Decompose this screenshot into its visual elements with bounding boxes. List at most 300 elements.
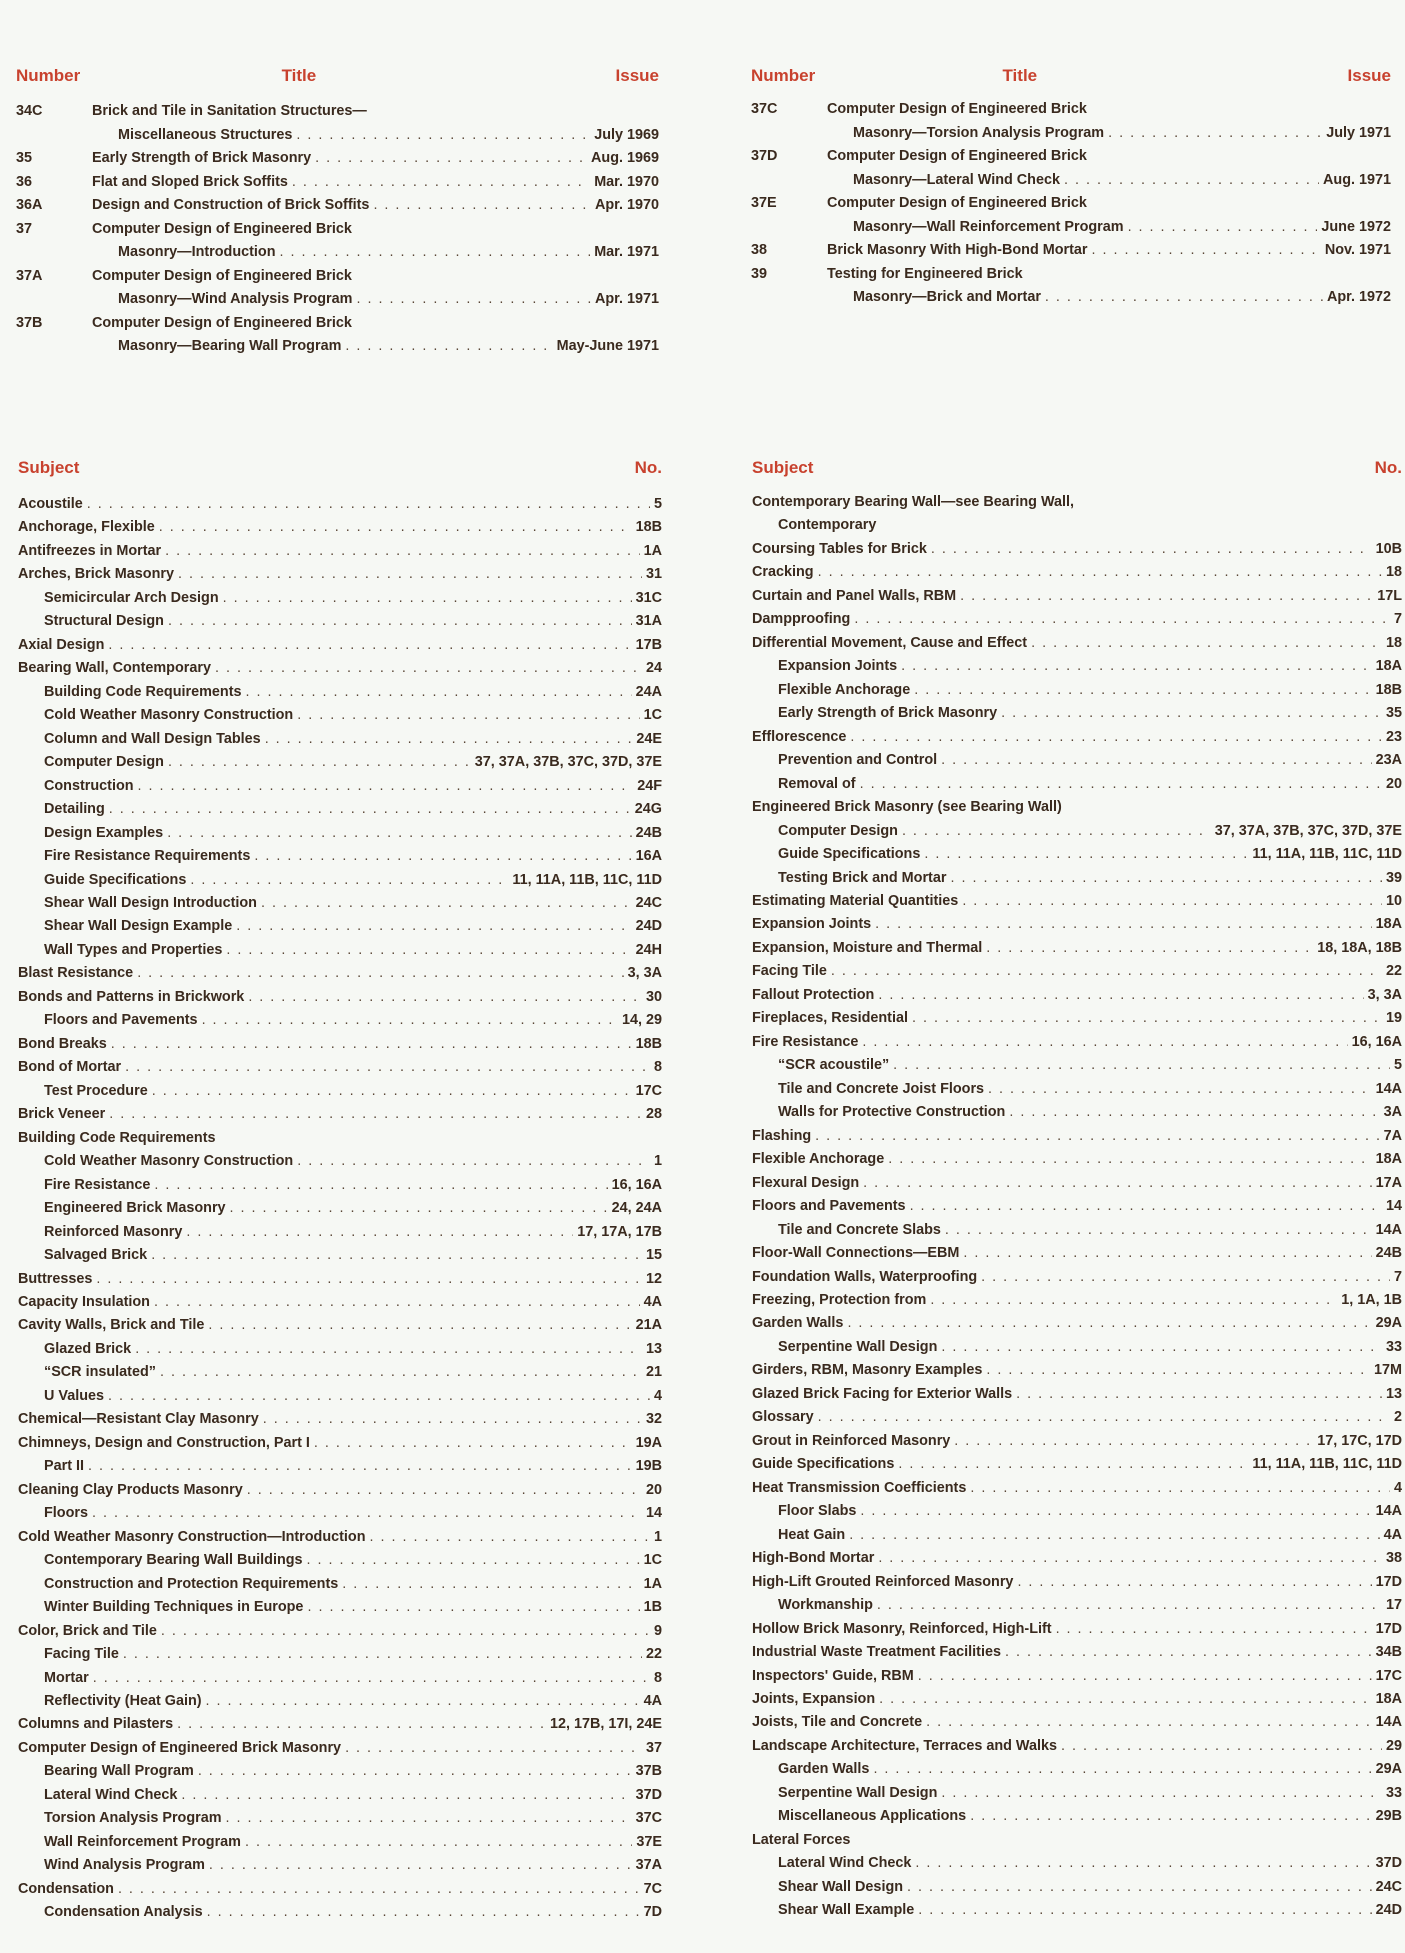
index-number: 4A	[643, 1293, 662, 1310]
index-number: 8	[653, 1059, 662, 1076]
index-entry	[18, 801, 662, 823]
dot-leader	[962, 893, 1382, 909]
index-entry	[752, 1386, 1402, 1408]
dot-leader	[168, 613, 632, 629]
dot-leader	[879, 1691, 1371, 1707]
index-number: 11, 11A, 11B, 11C, 11D	[512, 871, 662, 888]
index-subject: Shear Wall Example	[778, 1902, 915, 1919]
dot-leader	[342, 1576, 639, 1592]
index-entry	[752, 1151, 1402, 1173]
dot-leader	[860, 776, 1382, 792]
index-subject: Bond Breaks	[18, 1035, 107, 1052]
dot-leader	[849, 1527, 1379, 1543]
publication-title: Design and Construction of Brick Soffits	[92, 197, 370, 213]
index-subject: U Values	[44, 1387, 104, 1404]
dot-leader	[206, 1693, 640, 1709]
index-subject: Cleaning Clay Products Masonry	[18, 1481, 243, 1498]
index-entry	[752, 541, 1402, 563]
dot-leader	[209, 1857, 632, 1873]
index-subject: Fireplaces, Residential	[752, 1010, 908, 1027]
publication-number: 35	[16, 150, 33, 166]
index-number: 29A	[1375, 1761, 1402, 1778]
dot-leader	[315, 150, 587, 166]
publication-issue: Nov. 1971	[1324, 242, 1391, 258]
index-entry	[752, 1527, 1402, 1549]
index-number: 1	[653, 1153, 662, 1170]
index-number: 1, 1A, 1B	[1341, 1291, 1402, 1308]
index-entry	[752, 1245, 1402, 1267]
index-entry	[18, 754, 662, 776]
index-subject: Floor Slabs	[778, 1503, 857, 1520]
index-entry	[18, 1130, 662, 1152]
index-entry	[18, 1153, 662, 1175]
index-entry	[18, 543, 662, 565]
publication-row	[751, 125, 1391, 147]
index-number: 31A	[635, 613, 662, 630]
index-entry	[18, 590, 662, 612]
dot-leader	[1064, 172, 1319, 188]
dot-leader	[986, 940, 1313, 956]
index-entry	[18, 1834, 662, 1856]
index-subject: Part II	[44, 1458, 84, 1475]
index-number: 16A	[635, 848, 662, 865]
index-entry	[752, 729, 1402, 751]
index-subject: Cold Weather Masonry Construction—Introduction	[18, 1528, 366, 1545]
index-number: 24G	[634, 801, 662, 818]
index-subject: Blast Resistance	[18, 965, 134, 982]
publication-number: 36	[16, 173, 33, 190]
publication-header	[16, 66, 659, 92]
number-header: Number	[16, 66, 81, 85]
index-entry	[18, 1341, 662, 1363]
index-number: 38	[1385, 1550, 1402, 1567]
publication-title: Masonry—Bearing Wall Program	[118, 338, 342, 354]
dot-leader	[280, 244, 591, 260]
index-subject: Flexible Anchorage	[752, 1151, 885, 1168]
index-entry	[18, 1388, 662, 1410]
index-number: 17A	[1375, 1174, 1402, 1191]
publication-issue: Aug. 1971	[1323, 171, 1391, 188]
dot-leader	[111, 1036, 632, 1052]
dot-leader	[198, 1763, 632, 1779]
index-subject: Color, Brick and Tile	[18, 1622, 157, 1639]
index-subject: Bearing Wall, Contemporary	[18, 660, 211, 677]
subject-index-right	[752, 458, 1402, 1938]
dot-leader	[926, 1714, 1372, 1730]
dot-leader	[226, 942, 631, 958]
index-entry	[18, 1083, 662, 1105]
index-number: 17M	[1374, 1362, 1402, 1379]
index-subject: Lateral Forces	[752, 1831, 851, 1848]
dot-leader	[970, 1808, 1371, 1824]
index-subject: Industrial Waste Treatment Facilities	[752, 1644, 1001, 1661]
dot-leader	[246, 684, 632, 700]
dot-leader	[296, 127, 590, 143]
index-entry	[18, 1623, 662, 1645]
publication-number: 37D	[751, 148, 778, 164]
index-number: 19A	[635, 1434, 662, 1451]
no-header-label: No.	[1374, 458, 1402, 477]
index-entry	[18, 1529, 662, 1551]
index-subject: Walls for Protective Construction	[778, 1104, 1006, 1121]
index-entry	[752, 705, 1402, 727]
index-number: 24F	[637, 777, 662, 794]
index-subject: Chimneys, Design and Construction, Part I	[18, 1434, 310, 1451]
index-subject: Expansion, Moisture and Thermal	[752, 939, 983, 956]
index-number: 17C	[1375, 1667, 1402, 1684]
dot-leader	[924, 846, 1248, 862]
index-number: 18A	[1375, 1151, 1402, 1168]
index-subject: Mortar	[44, 1669, 89, 1686]
index-subject: Testing Brick and Mortar	[778, 869, 947, 886]
index-number: 28	[645, 1106, 662, 1123]
dot-leader	[1092, 242, 1321, 258]
publication-title: Miscellaneous Structures	[118, 126, 293, 143]
index-entry	[18, 1482, 662, 1504]
dot-leader	[875, 916, 1371, 932]
index-number: 19B	[635, 1458, 662, 1475]
index-subject: Detailing	[44, 801, 105, 818]
index-entry	[18, 1787, 662, 1809]
dot-leader	[314, 1435, 632, 1451]
publication-title: Computer Design of Engineered Brick	[92, 220, 352, 237]
index-number: 31C	[635, 589, 662, 606]
dot-leader	[901, 658, 1371, 674]
index-subject: Lateral Wind Check	[778, 1855, 912, 1872]
publication-title: Masonry—Wind Analysis Program	[118, 291, 353, 307]
index-subject: Column and Wall Design Tables	[44, 730, 261, 747]
index-number: 4	[1393, 1479, 1402, 1496]
index-number: 5	[1393, 1057, 1402, 1074]
index-subject: Brick Veneer	[18, 1106, 106, 1123]
index-number: 8	[653, 1669, 662, 1686]
dot-leader	[208, 1317, 631, 1333]
index-number: 23A	[1375, 752, 1402, 769]
index-subject: Wall Types and Properties	[44, 941, 223, 958]
index-number: 7	[1393, 611, 1402, 628]
index-number: 29A	[1375, 1315, 1402, 1332]
index-entry	[18, 1247, 662, 1269]
index-entry	[752, 1081, 1402, 1103]
index-subject: Fallout Protection	[752, 986, 875, 1003]
index-number: 24B	[1375, 1245, 1402, 1262]
index-entry	[752, 1832, 1402, 1854]
index-subject: “SCR acoustile”	[778, 1057, 890, 1074]
index-entry	[18, 965, 662, 987]
index-entry	[18, 1716, 662, 1738]
index-number: 14A	[1375, 1503, 1402, 1520]
index-entry	[18, 989, 662, 1011]
publication-title: Computer Design of Engineered Brick	[92, 267, 352, 284]
index-number: 1C	[643, 707, 662, 724]
index-entry	[18, 1411, 662, 1433]
index-entry	[18, 1646, 662, 1668]
index-subject: Design Examples	[44, 824, 164, 841]
dot-leader	[263, 1411, 642, 1427]
index-number: 3A	[1383, 1104, 1402, 1121]
index-number: 17, 17C, 17D	[1317, 1432, 1402, 1449]
index-number: 37D	[1375, 1855, 1402, 1872]
index-entry	[752, 1738, 1402, 1760]
index-subject: Chemical—Resistant Clay Masonry	[18, 1411, 259, 1428]
dot-leader	[292, 174, 590, 190]
dot-leader	[138, 778, 634, 794]
dot-leader	[1108, 125, 1322, 141]
publication-title: Computer Design of Engineered Brick	[827, 101, 1087, 117]
index-subject: Cold Weather Masonry Construction	[44, 1153, 294, 1170]
index-entry	[752, 1644, 1402, 1666]
index-number: 29	[1385, 1737, 1402, 1754]
index-entry	[18, 637, 662, 659]
index-entry	[752, 1621, 1402, 1643]
index-subject: Heat Transmission Coefficients	[752, 1479, 967, 1496]
index-number: 4A	[1383, 1526, 1402, 1543]
index-number: 20	[1385, 775, 1402, 792]
index-entry	[18, 778, 662, 800]
dot-leader	[898, 1456, 1248, 1472]
index-entry	[18, 1881, 662, 1903]
index-entry	[18, 1294, 662, 1316]
dot-leader	[912, 1010, 1382, 1026]
index-subject: Removal of	[778, 775, 856, 792]
publication-list-right	[751, 66, 1391, 326]
index-number: 14, 29	[621, 1012, 662, 1029]
publication-title: Masonry—Brick and Mortar	[853, 289, 1041, 305]
index-subject: Contemporary	[778, 517, 877, 534]
dot-leader	[907, 1879, 1372, 1895]
index-number: 7C	[643, 1880, 662, 1897]
publication-number: 37E	[751, 195, 777, 211]
index-subject: Torsion Analysis Program	[44, 1810, 222, 1827]
index-entry	[18, 918, 662, 940]
index-entry	[18, 684, 662, 706]
index-subject: Dampproofing	[752, 611, 851, 628]
dot-leader	[950, 870, 1382, 886]
dot-leader	[1001, 705, 1382, 721]
dot-leader	[373, 197, 591, 213]
dot-leader	[815, 1128, 1379, 1144]
no-header-label: No.	[634, 458, 662, 477]
index-entry	[18, 731, 662, 753]
publication-issue: Apr. 1970	[595, 197, 659, 213]
dot-leader	[190, 872, 508, 888]
publication-row	[16, 103, 659, 125]
index-subject: Guide Specifications	[752, 1456, 895, 1473]
index-entry	[752, 658, 1402, 680]
index-subject: Floors	[44, 1505, 88, 1522]
dot-leader	[92, 1505, 642, 1521]
index-subject: Fire Resistance Requirements	[44, 848, 251, 865]
index-subject: Glossary	[752, 1409, 814, 1426]
index-entry	[18, 1036, 662, 1058]
index-subject: Early Strength of Brick Masonry	[778, 705, 998, 722]
index-number: 31	[645, 566, 662, 583]
index-number: 35	[1385, 705, 1402, 722]
dot-leader	[297, 707, 639, 723]
number-header: Number	[751, 66, 816, 85]
index-number: 18B	[635, 1035, 662, 1052]
dot-leader	[118, 1881, 640, 1897]
index-entry	[752, 1668, 1402, 1690]
dot-leader	[862, 1034, 1347, 1050]
index-entry	[18, 895, 662, 917]
index-subject: Flexural Design	[752, 1174, 860, 1191]
index-entry	[18, 707, 662, 729]
publication-number: 37C	[751, 101, 778, 117]
publication-number: 36A	[16, 197, 43, 213]
dot-leader	[1061, 1738, 1382, 1754]
index-number: 1C	[643, 1552, 662, 1569]
index-entry	[752, 682, 1402, 704]
index-subject: Building Code Requirements	[44, 683, 242, 700]
index-number: 17D	[1375, 1573, 1402, 1590]
index-number: 24C	[1375, 1878, 1402, 1895]
publication-issue: July 1969	[594, 126, 659, 143]
index-entry	[18, 613, 662, 635]
index-entry	[752, 1175, 1402, 1197]
index-entry	[752, 893, 1402, 915]
dot-leader	[930, 1292, 1337, 1308]
dot-leader	[854, 611, 1390, 627]
index-subject: Landscape Architecture, Terraces and Walks	[752, 1737, 1057, 1754]
dot-leader	[945, 1222, 1372, 1238]
title-header: Title	[1002, 66, 1038, 85]
dot-leader	[860, 1503, 1371, 1519]
index-number: 9	[653, 1622, 662, 1639]
subject-index-left	[18, 458, 662, 1938]
index-subject: Differential Movement, Cause and Effect	[752, 634, 1028, 651]
index-entry	[18, 1106, 662, 1128]
publication-issue: Apr. 1971	[595, 291, 659, 307]
index-subject: Shear Wall Design	[778, 1878, 904, 1895]
index-number: 39	[1385, 869, 1402, 886]
index-subject: Building Code Requirements	[18, 1129, 216, 1146]
index-subject: Semicircular Arch Design	[44, 589, 219, 606]
dot-leader	[888, 1151, 1371, 1167]
dot-leader	[831, 963, 1382, 979]
issue-header: Issue	[615, 66, 659, 85]
dot-leader	[177, 1716, 546, 1732]
index-number: 14	[1385, 1198, 1402, 1215]
dot-leader	[307, 1552, 640, 1568]
index-number: 4	[653, 1387, 662, 1404]
index-number: 1A	[643, 542, 662, 559]
dot-leader	[154, 1294, 640, 1310]
index-number: 37D	[635, 1786, 662, 1803]
index-number: 18B	[635, 519, 662, 536]
index-number: 24D	[1375, 1902, 1402, 1919]
index-entry	[752, 1362, 1402, 1384]
publication-title: Brick Masonry With High-Bond Mortar	[827, 242, 1088, 258]
index-entry	[752, 635, 1402, 657]
index-subject: Engineered Brick Masonry	[44, 1200, 226, 1217]
index-subject: “SCR insulated”	[44, 1364, 156, 1381]
index-number: 29B	[1375, 1808, 1402, 1825]
dot-leader	[96, 1271, 642, 1287]
index-entry	[18, 1177, 662, 1199]
index-subject: Construction and Protection Requirements	[44, 1575, 339, 1592]
publication-issue: May-June 1971	[556, 338, 659, 354]
index-entry	[752, 823, 1402, 845]
title-header: Title	[281, 66, 317, 85]
index-subject: Guide Specifications	[778, 846, 921, 863]
dot-leader	[1017, 1574, 1371, 1590]
index-entry	[752, 1761, 1402, 1783]
index-entry	[18, 496, 662, 518]
index-entry	[18, 519, 662, 541]
index-entry	[18, 1271, 662, 1293]
index-entry	[752, 1714, 1402, 1736]
index-subject: Joints, Expansion	[752, 1690, 876, 1707]
index-entry	[752, 1480, 1402, 1502]
index-subject: Curtain and Panel Walls, RBM	[752, 587, 957, 604]
publication-issue: Mar. 1970	[594, 173, 659, 190]
dot-leader	[230, 1200, 608, 1216]
index-number: 14A	[1375, 1221, 1402, 1238]
index-subject: Condensation Analysis	[44, 1904, 203, 1921]
dot-leader	[914, 682, 1371, 698]
dot-leader	[963, 1245, 1371, 1261]
dot-leader	[135, 1341, 642, 1357]
index-subject: Heat Gain	[778, 1526, 846, 1543]
publication-row	[16, 244, 659, 266]
index-entry	[18, 942, 662, 964]
index-entry	[18, 1904, 662, 1926]
dot-leader	[910, 1198, 1382, 1214]
index-subject: Antifreezes in Mortar	[18, 542, 162, 559]
index-entry	[18, 566, 662, 588]
publication-number: 39	[751, 265, 768, 282]
index-subject: High-Lift Grouted Reinforced Masonry	[752, 1573, 1014, 1590]
index-entry	[752, 1010, 1402, 1032]
index-entry	[18, 1224, 662, 1246]
dot-leader	[88, 1458, 632, 1474]
index-entry	[752, 1315, 1402, 1337]
publication-row	[751, 219, 1391, 241]
dot-leader	[1045, 289, 1323, 305]
index-subject: Engineered Brick Masonry (see Bearing Wall)	[752, 799, 1062, 816]
dot-leader	[345, 1740, 642, 1756]
dot-leader	[941, 1339, 1382, 1355]
index-subject: Estimating Material Quantities	[752, 892, 959, 909]
index-number: 12, 17B, 17I, 24E	[549, 1716, 662, 1733]
index-number: 24E	[636, 730, 662, 747]
index-subject: Facing Tile	[752, 963, 827, 980]
index-entry	[752, 1503, 1402, 1525]
publication-row	[16, 315, 659, 337]
publication-row	[751, 242, 1391, 264]
index-number: 22	[1385, 963, 1402, 980]
index-number: 24	[645, 660, 662, 677]
index-number: 17L	[1377, 587, 1402, 604]
publication-number: 37B	[16, 314, 43, 331]
index-number: 24D	[635, 918, 662, 935]
index-entry	[18, 1810, 662, 1832]
dot-leader	[93, 1670, 650, 1686]
index-number: 3, 3A	[1367, 986, 1402, 1003]
dot-leader	[902, 823, 1211, 839]
index-subject: Wall Reinforcement Program	[44, 1833, 241, 1850]
publication-list-left	[16, 66, 659, 366]
index-subject: Structural Design	[44, 613, 164, 630]
index-number: 30	[645, 988, 662, 1005]
index-entry	[752, 1292, 1402, 1314]
index-subject: Prevention and Control	[778, 752, 938, 769]
dot-leader	[215, 660, 642, 676]
index-subject: Computer Design of Engineered Brick Masonry	[18, 1739, 342, 1756]
index-number: 14	[645, 1505, 662, 1522]
index-subject: Columns and Pilasters	[18, 1716, 174, 1733]
